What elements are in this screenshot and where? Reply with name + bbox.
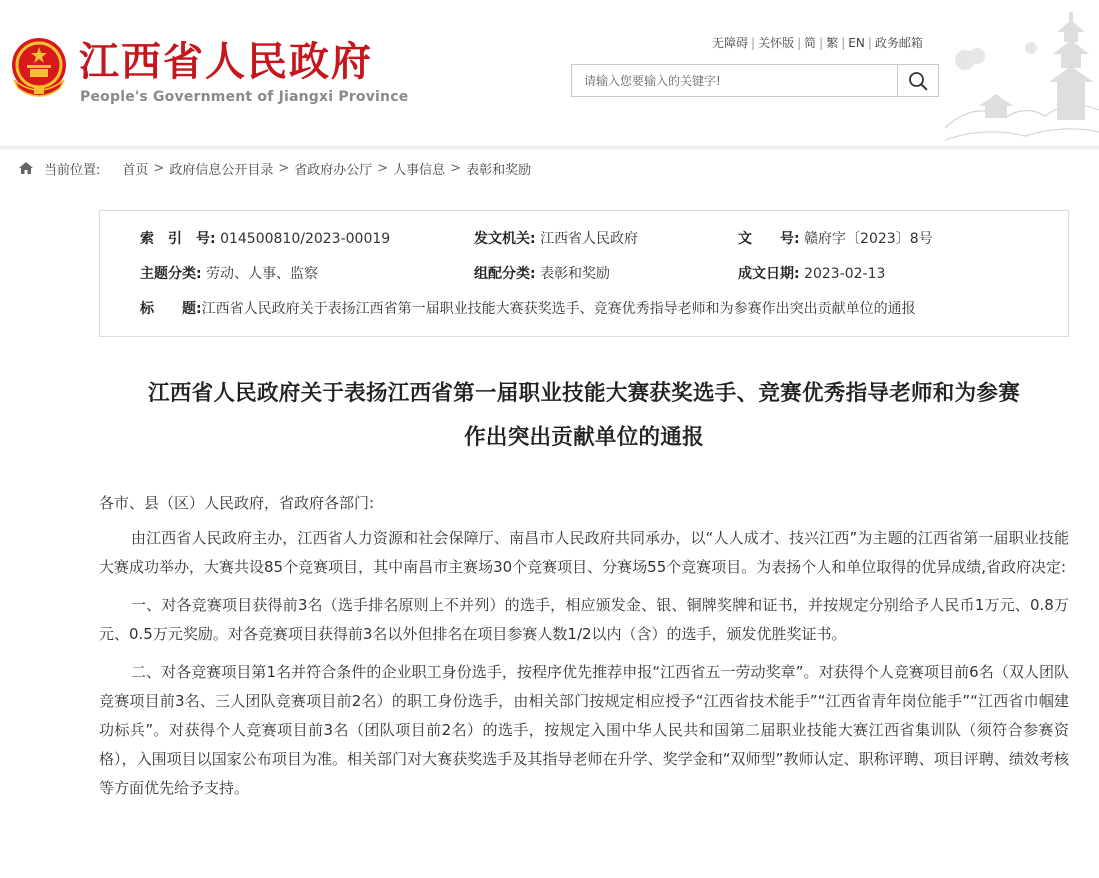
home-icon: [18, 161, 34, 175]
search-icon: [908, 71, 928, 91]
meta-docno: [738, 229, 933, 249]
header-divider: [0, 146, 1099, 150]
gov-mail-link[interactable]: 政务邮箱: [874, 36, 923, 50]
paragraph: 二、对各竞赛项目第1名并符合条件的企业职工身份选手，按程序优先推荐申报“江西省五一劳动奖章”。对获得个人竞赛项目前6名（双人团队竞赛项目前3名、三人团队竞赛项目前2名）的职工身份选手，由相关部门按规定相应授予“江西省技术能手”“江西省青年岗位能手”“江西省巾帼建功标兵”。对获得个人竞赛项目前3名（团队项目前2名）的选手，按规定入围中华人民共和国第二届职业技能大赛江西省集训队（须符合参赛资格），入围项目以国家公布项目为准。相关部门对大赛获奖选手及其指导老师在升学、奖学金和“双师型”教师认定、职称评聘、项目评聘、绩效考核等方面优先给予支持。: [99, 663, 1069, 797]
meta-category-key: 组配分类:: [474, 266, 536, 282]
paragraph: 一、对各竞赛项目获得前3名（选手排名原则上不并列）的选手，相应颁发金、银、铜牌奖牌和证书，并按规定分别给予人民币1万元、0.8万元、0.5万元奖励。对各竞赛项目获得前3名以外但排名在项目参赛人数1/2以内（含）的选手，颁发优胜奖证书。: [99, 596, 1069, 643]
meta-topic-value: 劳动、人事、监察: [206, 266, 319, 282]
paragraph: 由江西省人民政府主办，江西省人力资源和社会保障厅、南昌市人民政府共同承办，以“人人成才、技兴江西”为主题的江西省第一届职业技能大赛成功举办，大赛共设85个竞赛项目，其中南昌市主赛场30个竞赛项目、分赛场55个竞赛项目。为表扬个人和单位取得的优异成绩,省政府决定:: [99, 529, 1069, 576]
breadcrumb-separator: >: [377, 160, 389, 176]
meta-issuer-value: 江西省人民政府: [540, 231, 639, 247]
care-version-link[interactable]: 关怀版: [758, 36, 795, 50]
search-input[interactable]: [572, 65, 898, 96]
meta-issuer-key: 发文机关:: [474, 231, 536, 247]
traditional-link[interactable]: 繁: [826, 36, 839, 50]
breadcrumb-separator: >: [278, 160, 290, 176]
search-button[interactable]: [897, 65, 938, 96]
breadcrumb-home[interactable]: 首页: [122, 162, 149, 178]
document-title-line1: 江西省人民政府关于表扬江西省第一届职业技能大赛获奖选手、竞赛优秀指导老师和为参赛: [147, 381, 1020, 406]
top-links: 无障碍 | 关怀版 | 简 | 繁 | EN | 政务邮箱: [712, 36, 923, 50]
breadcrumb-personnel[interactable]: 人事信息: [393, 162, 446, 178]
document-meta-table: [99, 210, 1069, 337]
meta-category: [474, 264, 610, 284]
meta-index-value: 014500810/2023-00019: [220, 231, 391, 247]
salutation: 各市、县（区）人民政府，省政府各部门:: [99, 494, 375, 512]
meta-docno-value: 赣府字〔2023〕8号: [804, 231, 933, 247]
meta-date-key: 成文日期:: [738, 266, 800, 282]
meta-index: [140, 229, 390, 249]
breadcrumb-separator: >: [153, 160, 165, 176]
breadcrumb-catalog[interactable]: 政府信息公开目录: [169, 162, 274, 178]
national-emblem-icon: [8, 36, 70, 102]
site-subtitle: People's Government of Jiangxi Province: [80, 89, 409, 105]
pavilion-scenery-icon: [945, 0, 1099, 150]
document-title: [99, 372, 1069, 460]
simplified-link[interactable]: 简: [804, 36, 817, 50]
english-link[interactable]: EN: [848, 36, 865, 50]
search-box: [571, 64, 939, 97]
meta-date-value: 2023-02-13: [804, 266, 886, 282]
meta-topic-key: 主题分类:: [140, 266, 202, 282]
meta-category-value: 表彰和奖励: [540, 266, 611, 282]
meta-date: [738, 264, 885, 284]
breadcrumb-awards[interactable]: 表彰和奖励: [466, 162, 532, 178]
breadcrumb: [18, 158, 531, 178]
breadcrumb-label: 当前位置:: [44, 162, 101, 178]
meta-title-value: 江西省人民政府关于表扬江西省第一届职业技能大赛获奖选手、竞赛优秀指导老师和为参赛作出突出贡献单位的通报: [201, 301, 916, 317]
meta-issuer: [474, 229, 638, 249]
meta-title-key: 标 题:: [140, 301, 202, 317]
meta-topic: [140, 264, 318, 284]
site-header: [0, 0, 1099, 150]
meta-title: [140, 299, 916, 319]
breadcrumb-office[interactable]: 省政府办公厅: [294, 162, 373, 178]
meta-index-key: 索 引 号:: [140, 231, 216, 247]
site-title[interactable]: 江西省人民政府: [79, 38, 373, 85]
document-title-line2: 作出突出贡献单位的通报: [464, 425, 704, 450]
document-body: [99, 489, 1069, 803]
accessibility-link[interactable]: 无障碍: [712, 36, 749, 50]
meta-docno-key: 文 号:: [738, 231, 800, 247]
breadcrumb-separator: >: [450, 160, 462, 176]
